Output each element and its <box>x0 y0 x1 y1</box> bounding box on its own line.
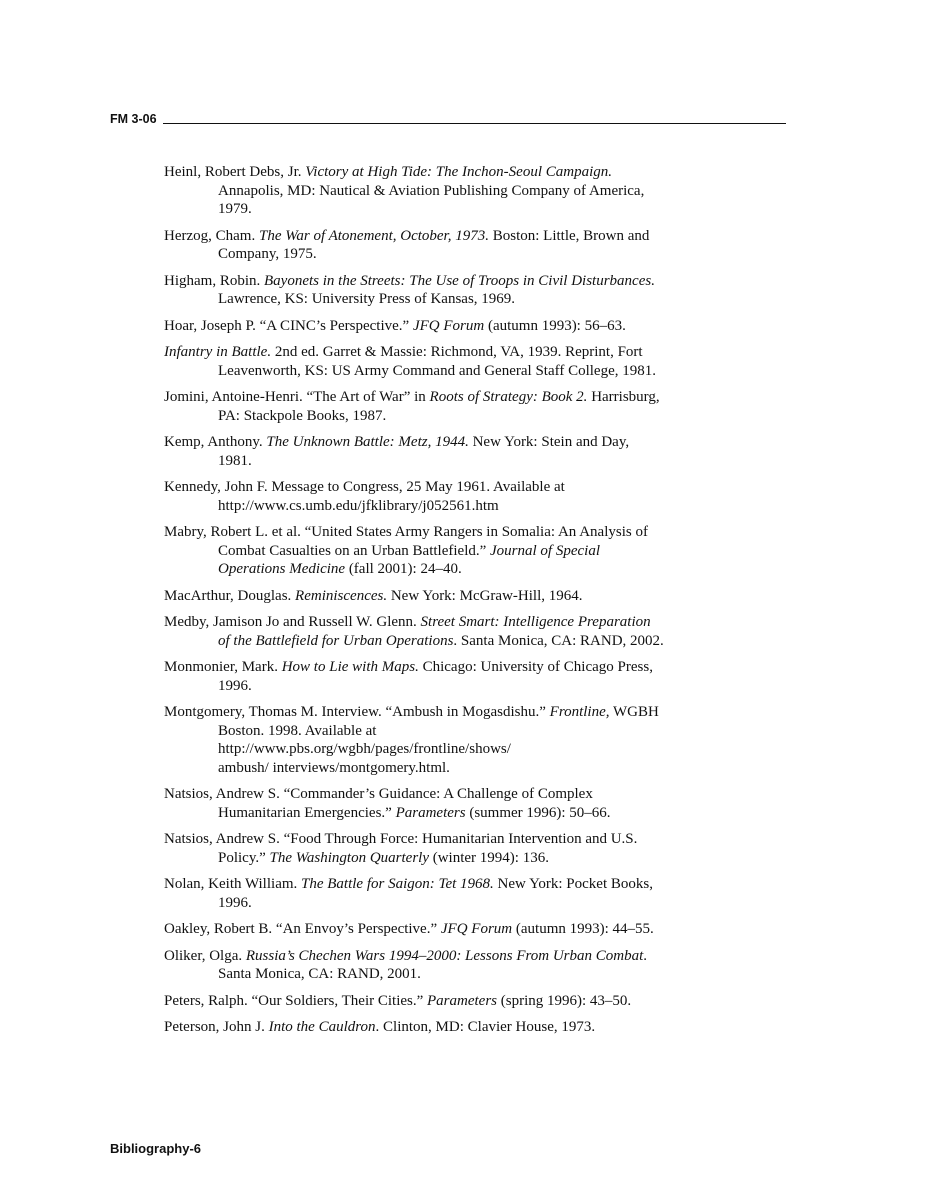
bibliography-entry: Hoar, Joseph P. “A CINC’s Perspective.” JFQ Forum (autumn 1993): 56–63. <box>164 317 626 334</box>
bibliography-entry: Medby, Jamison Jo and Russell W. Glenn. Street Smart: Intelligence Preparation of the Battlefield for Urban Operations. Santa Monica, CA: RAND, 2002. <box>164 614 664 649</box>
manual-code: FM 3-06 <box>110 112 157 126</box>
header-rule <box>163 123 786 124</box>
bibliography-entry: Heinl, Robert Debs, Jr. Victory at High Tide: The Inchon-Seoul Campaign. Annapolis, MD: Nautical & Aviation Publishing Company of America, 1979. <box>164 164 645 217</box>
bibliography-entry: Peterson, John J. Into the Cauldron. Clinton, MD: Clavier House, 1973. <box>164 1019 596 1035</box>
bibliography-entry: Oliker, Olga. Russia’s Chechen Wars 1994–2000: Lessons From Urban Combat. Santa Monica, CA: RAND, 2001. <box>164 947 648 982</box>
bibliography-entry: Monmonier, Mark. How to Lie with Maps. Chicago: University of Chicago Press, 1996. <box>164 659 653 694</box>
bibliography-entry: Natsios, Andrew S. “Food Through Force: Humanitarian Intervention and U.S. Policy.” The Washington Quarterly (winter 1994): 136. <box>164 831 638 866</box>
page-header <box>110 108 786 126</box>
page-footer: Bibliography-6 <box>110 1141 202 1156</box>
bibliography-entry: Peters, Ralph. “Our Soldiers, Their Cities.” Parameters (spring 1996): 43–50. <box>164 992 632 1009</box>
bibliography-entry: Herzog, Cham. The War of Atonement, October, 1973. Boston: Little, Brown and Company, 1975. <box>164 227 650 262</box>
bibliography-list <box>164 163 744 1045</box>
bibliography-entry: Higham, Robin. Bayonets in the Streets: The Use of Troops in Civil Disturbances. Lawrence, KS: University Press of Kansas, 1969. <box>164 272 655 307</box>
bibliography-entry: Oakley, Robert B. “An Envoy’s Perspective.” JFQ Forum (autumn 1993): 44–55. <box>164 921 654 937</box>
bibliography-entry: Jomini, Antoine-Henri. “The Art of War” in Roots of Strategy: Book 2. Harrisburg, PA: Stackpole Books, 1987. <box>164 389 660 424</box>
bibliography-entry: Infantry in Battle. 2nd ed. Garret & Massie: Richmond, VA, 1939. Reprint, Fort Leavenworth, KS: US Army Command and General Staff College, 1981. <box>164 344 656 379</box>
bibliography-entry: Kennedy, John F. Message to Congress, 25 May 1961. Available at http://www.cs.umb.edu/jfklibrary/j052561.htm <box>164 479 565 514</box>
bibliography-entry: Kemp, Anthony. The Unknown Battle: Metz, 1944. New York: Stein and Day, 1981. <box>164 434 630 469</box>
bibliography-entry: MacArthur, Douglas. Reminiscences. New York: McGraw-Hill, 1964. <box>164 587 583 604</box>
bibliography-entry: Natsios, Andrew S. “Commander’s Guidance: A Challenge of Complex Humanitarian Emergencies.” Parameters (summer 1996): 50–66. <box>164 786 611 821</box>
bibliography-entry: Nolan, Keith William. The Battle for Saigon: Tet 1968. New York: Pocket Books, 1996. <box>164 876 653 911</box>
bibliography-entry: Mabry, Robert L. et al. “United States Army Rangers in Somalia: An Analysis of Combat Casualties on an Urban Battlefield.” Journal of Special Operations Medicine (fall 2001): 24–40. <box>164 524 648 577</box>
bibliography-entry: Montgomery, Thomas M. Interview. “Ambush in Mogasdishu.” Frontline, WGBH Boston. 1998. Available at http://www.pbs.org/wgbh/pages/frontline/shows/ ambush/ interviews/montgomery.html. <box>164 704 659 776</box>
